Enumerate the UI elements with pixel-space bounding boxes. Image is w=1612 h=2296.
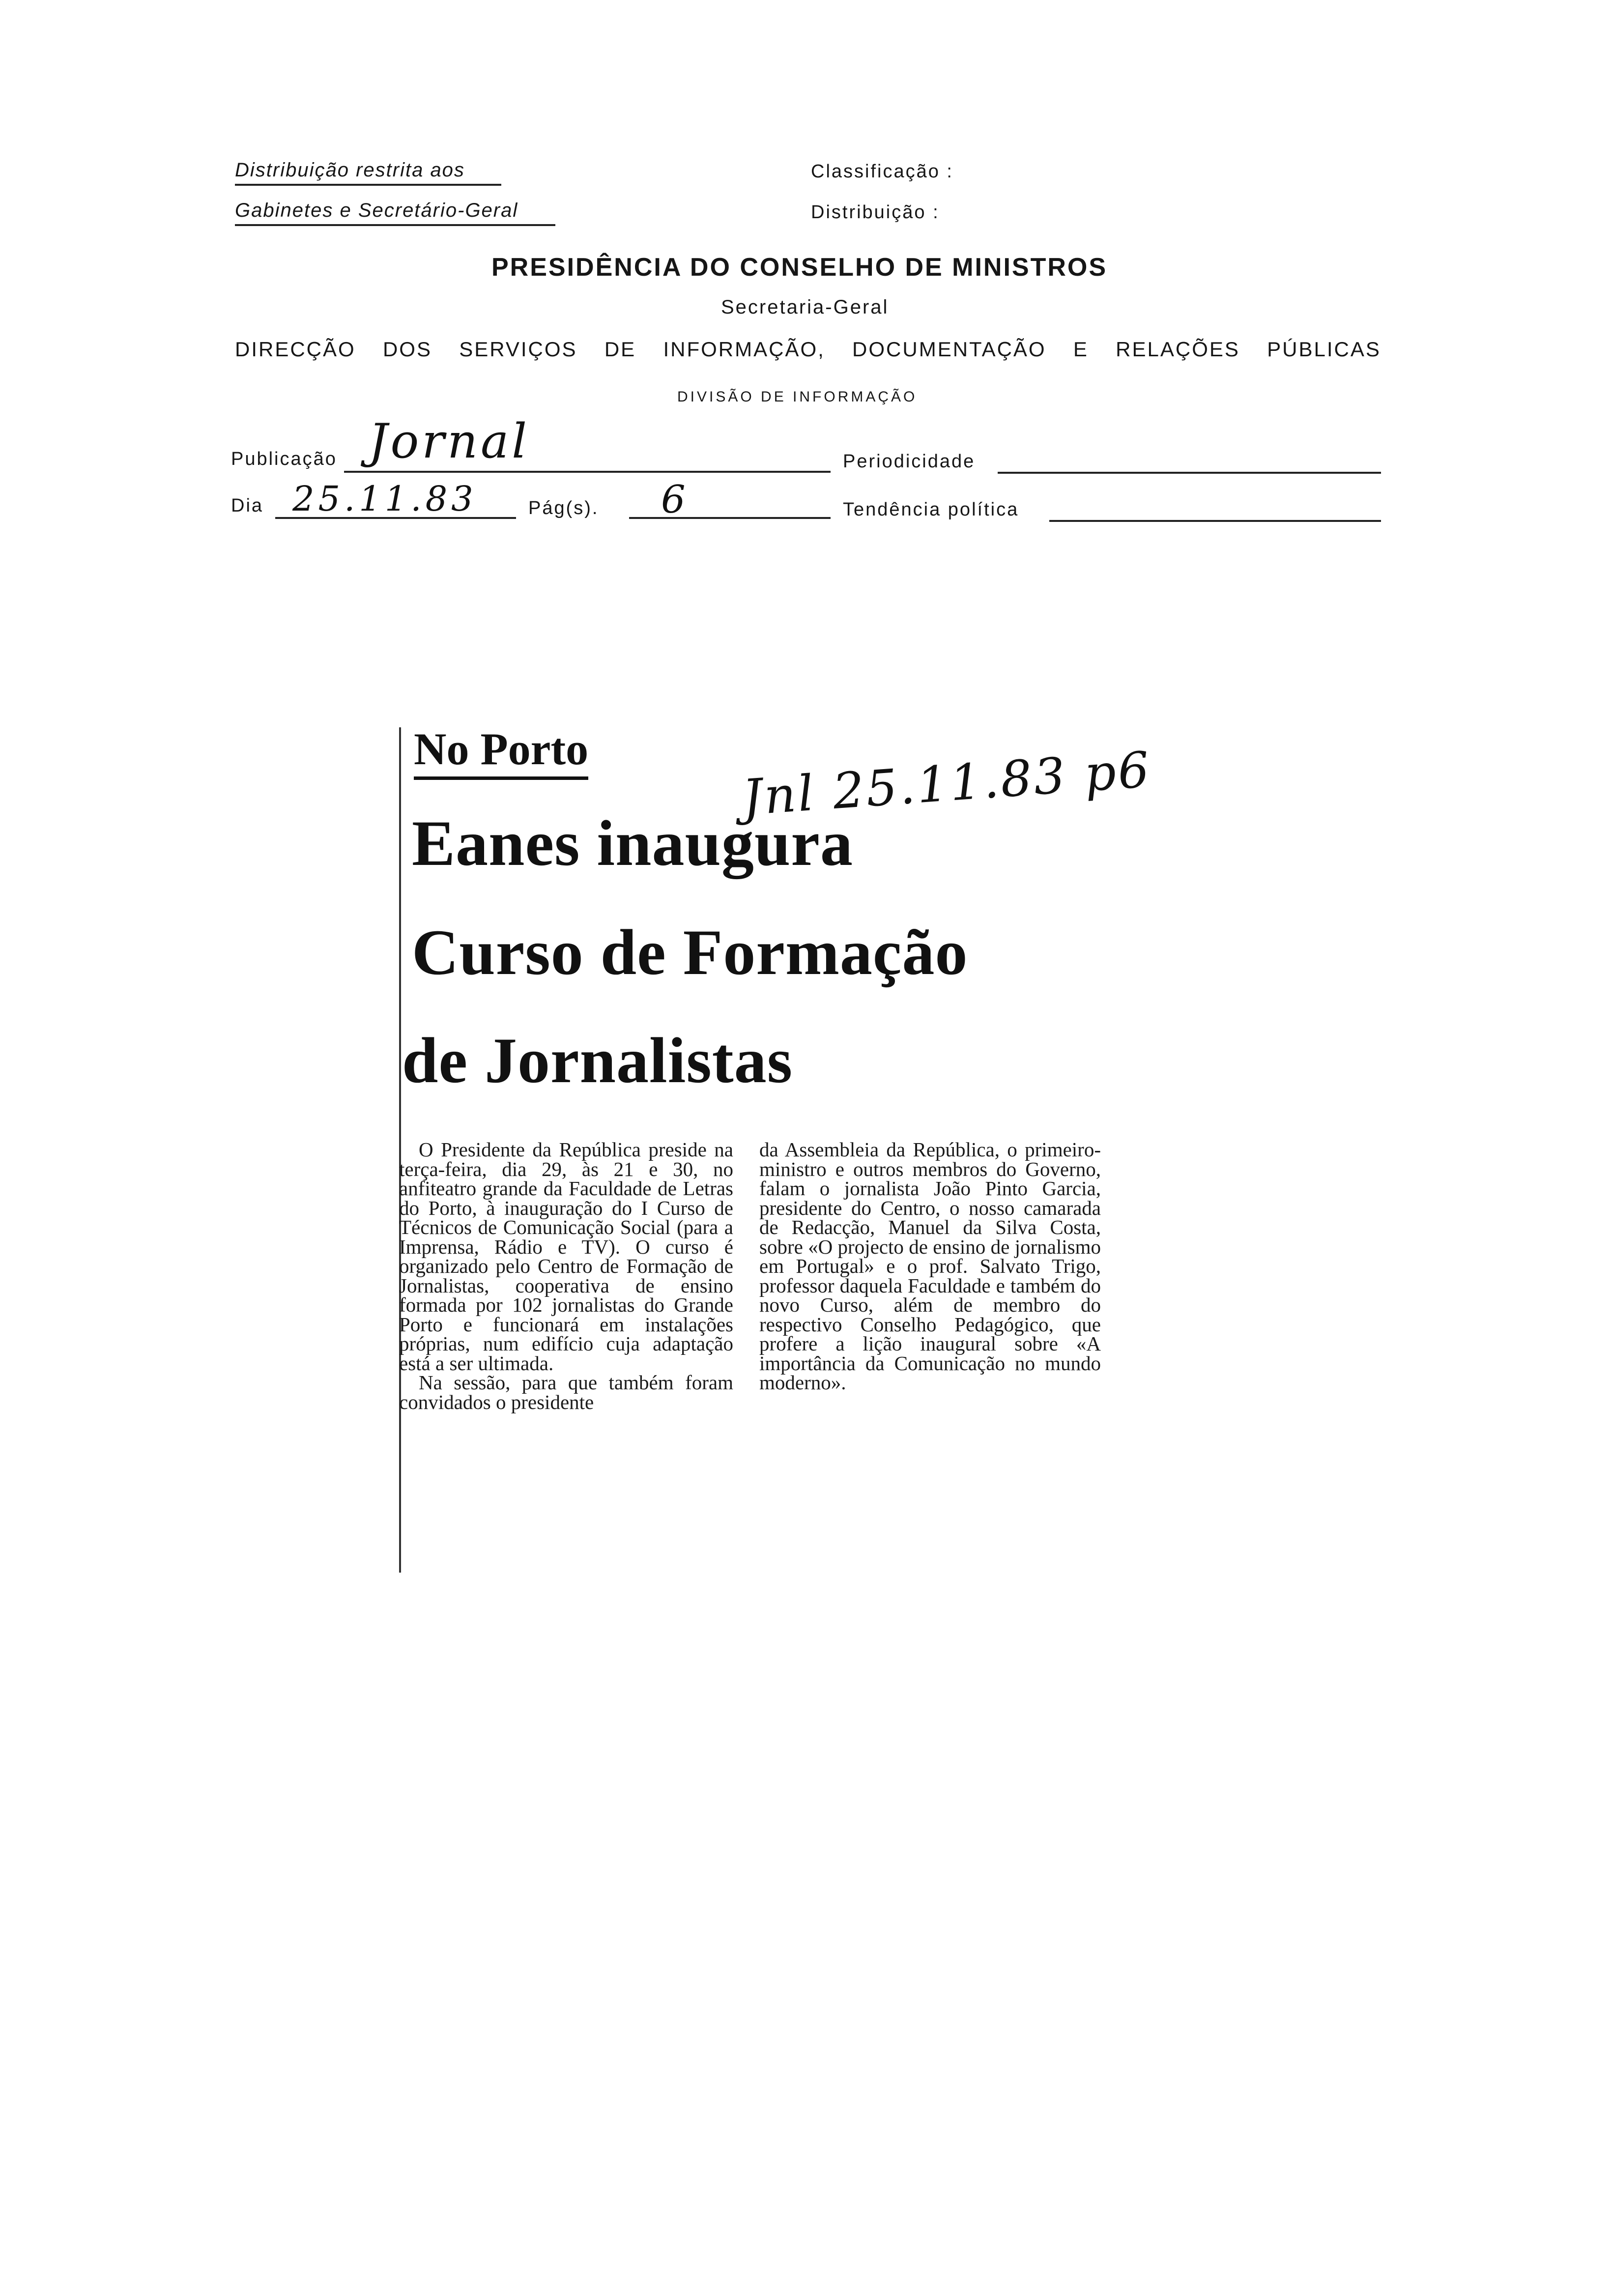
restricted-distribution-line2: Gabinetes e Secretário-Geral xyxy=(235,201,555,226)
tendencia-rule xyxy=(1049,520,1381,522)
publicacao-handwritten: Jornal xyxy=(369,414,530,469)
direccao-word: E xyxy=(1073,338,1089,361)
direccao-word: SERVIÇOS xyxy=(459,338,577,361)
direccao-word: DOS xyxy=(382,338,432,361)
direccao-word: RELAÇÕES xyxy=(1116,338,1240,361)
pags-rule xyxy=(629,517,831,519)
direccao-word: INFORMAÇÃO, xyxy=(663,338,825,361)
article-paragraph: O Presidente da República preside na terça-feira, dia 29, às 21 e 30, no anfiteatro grande da Faculdade de Letras do Porto, à inauguração do I Curso de Técnicos de Comunicação Social (para a Imprensa, Rádio e TV). O curso é organizado pelo Centro de Formação de Jornalistas, cooperativa de ensino formada por 102 jornalistas do Grande Porto e funcionará em instalações próprias, num edifício cuja adaptação está a ser ultimada. xyxy=(399,1138,733,1375)
classificacao-label: Classificação : xyxy=(811,161,953,182)
direccao-line xyxy=(235,339,1381,360)
headline-line-3: de Jornalistas xyxy=(402,1024,793,1096)
distribuicao-label: Distribuição : xyxy=(811,202,940,223)
article-paragraph: da Assembleia da República, o primeiro-ministro e outros membros do Governo, falam o jornalista João Pinto Garcia, presidente do Centro, o nosso camarada de Redacção, Manuel da Silva Costa, sobre «O projecto de ensino de jornalismo em Portugal» e o prof. Salvato Trigo, professor daquela Faculdade e também do novo Curso, além de membro do respectivo Conselho Pedagógico, que profere a lição inaugural sobre «A importância da Comunicação no mundo moderno». xyxy=(759,1138,1101,1394)
direccao-word: PÚBLICAS xyxy=(1267,338,1381,361)
periodicidade-label: Periodicidade xyxy=(843,451,976,472)
periodicidade-rule xyxy=(998,472,1381,474)
article-paragraph: Na sessão, para que também foram convidados o presidente xyxy=(399,1371,733,1413)
clipping-handwritten-note: Jnl 25.11.83 p6 xyxy=(740,741,1153,827)
pags-handwritten: 6 xyxy=(661,478,686,522)
presidency-title: PRESIDÊNCIA DO CONSELHO DE MINISTROS xyxy=(491,253,1108,282)
dia-label: Dia xyxy=(231,495,264,516)
direccao-word: DOCUMENTAÇÃO xyxy=(852,338,1046,361)
headline-line-2: Curso de Formação xyxy=(412,916,968,988)
pags-label: Pág(s). xyxy=(528,498,599,518)
direccao-word: DE xyxy=(604,338,636,361)
headline-line-1: Eanes inaugura xyxy=(412,807,853,879)
tendencia-label: Tendência política xyxy=(843,499,1019,520)
dia-handwritten: 25.11.83 xyxy=(292,479,477,519)
article-column-1 xyxy=(399,1140,733,1412)
direccao-word: DIRECÇÃO xyxy=(235,338,356,361)
clipping-kicker: No Porto xyxy=(414,726,588,780)
restricted-distribution-line1: Distribuição restrita aos xyxy=(235,160,501,186)
divisao-informacao: DIVISÃO DE INFORMAÇÃO xyxy=(677,389,918,405)
secretaria-geral: Secretaria-Geral xyxy=(721,296,889,318)
publicacao-label: Publicação xyxy=(231,449,337,469)
article-column-2 xyxy=(759,1140,1101,1393)
publicacao-rule xyxy=(344,471,831,473)
